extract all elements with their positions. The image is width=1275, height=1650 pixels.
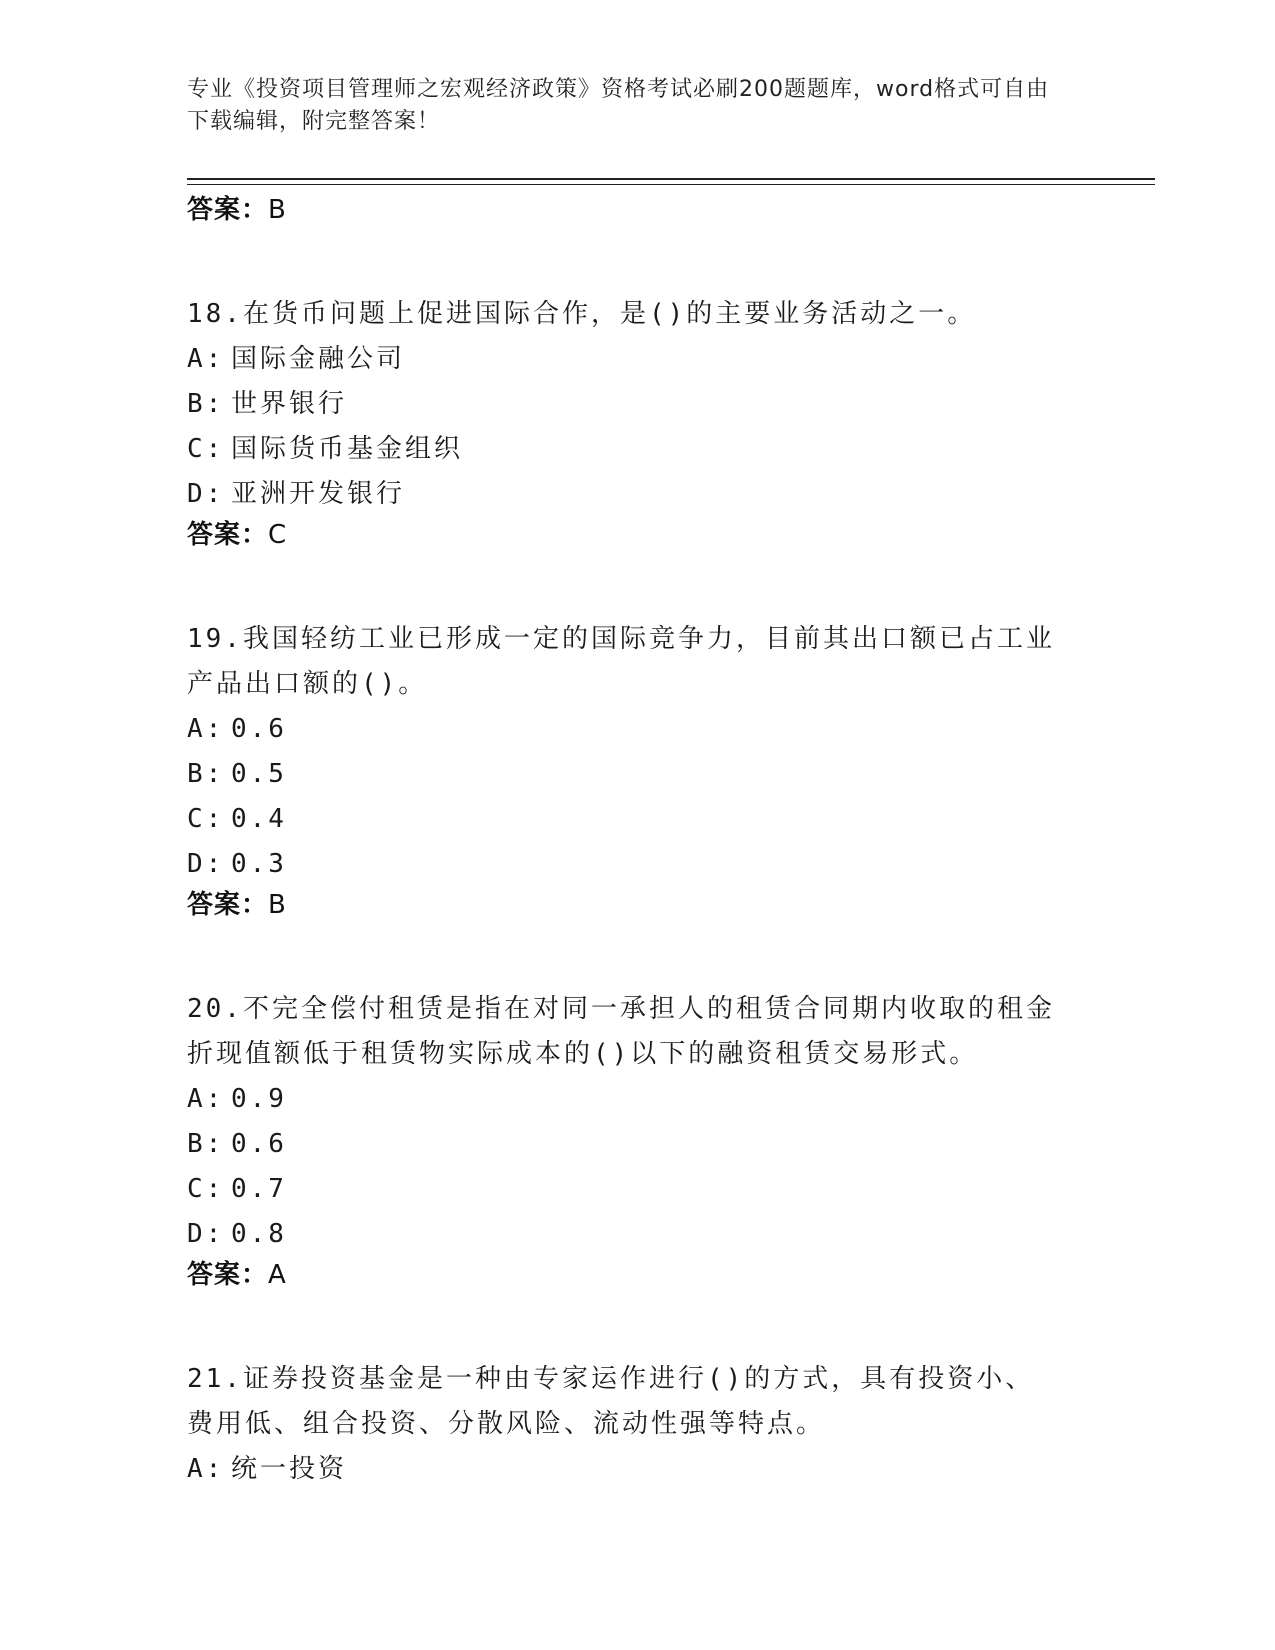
option-key: B: — [187, 1129, 225, 1159]
option-text: 0.4 — [231, 804, 287, 834]
document-body — [187, 192, 1087, 1492]
answer-separator: ： — [241, 195, 269, 225]
answer-label: 答案 — [187, 890, 242, 920]
option-text: 国际金融公司 — [231, 344, 406, 374]
answer-value: C — [268, 520, 288, 550]
answer-separator: ： — [241, 1260, 269, 1290]
question-21 — [187, 1357, 1087, 1492]
option-d — [187, 472, 1087, 517]
option-key: B: — [187, 389, 225, 419]
answer-value: A — [268, 1260, 287, 1290]
answer-separator: ： — [241, 520, 269, 550]
option-text: 0.6 — [231, 1129, 287, 1159]
option-key: D: — [187, 1219, 225, 1249]
option-text: 0.5 — [231, 759, 287, 789]
question-text: 21.证券投资基金是一种由专家运作进行()的方式，具有投资小、费用低、组合投资、分散风险、流动性强等特点。 — [187, 1364, 1035, 1439]
option-text: 国际货币基金组织 — [231, 434, 464, 464]
answer-value: B — [268, 195, 287, 225]
answer-line — [187, 192, 1087, 228]
question-18 — [187, 292, 1087, 553]
answer-label: 答案 — [187, 1260, 242, 1290]
option-b — [187, 382, 1087, 427]
option-text: 统一投资 — [231, 1454, 348, 1484]
answer-label: 答案 — [187, 195, 242, 225]
option-key: D: — [187, 479, 225, 509]
option-text: 世界银行 — [231, 389, 348, 419]
option-c — [187, 427, 1087, 472]
answer-line — [187, 887, 1087, 923]
option-key: C: — [187, 1174, 225, 1204]
question-text: 20.不完全偿付租赁是指在对同一承担人的租赁合同期内收取的租金折现值额低于租赁物实际成本的()以下的融资租赁交易形式。 — [187, 994, 1055, 1069]
option-key: D: — [187, 849, 225, 879]
option-text: 0.9 — [231, 1084, 287, 1114]
option-key: C: — [187, 804, 225, 834]
option-a — [187, 707, 1087, 752]
option-b — [187, 752, 1087, 797]
answer-value: B — [268, 890, 287, 920]
option-key: B: — [187, 759, 225, 789]
option-a — [187, 337, 1087, 382]
question-20 — [187, 987, 1087, 1293]
option-key: A: — [187, 714, 225, 744]
option-text: 0.7 — [231, 1174, 287, 1204]
option-c — [187, 797, 1087, 842]
option-key: A: — [187, 1454, 225, 1484]
header-rule — [187, 178, 1155, 180]
option-text: 0.6 — [231, 714, 287, 744]
option-key: A: — [187, 1084, 225, 1114]
question-text: 18.在货币问题上促进国际合作，是()的主要业务活动之一。 — [187, 299, 977, 329]
answer-label: 答案 — [187, 520, 242, 550]
question-text: 19.我国轻纺工业已形成一定的国际竞争力，目前其出口额已占工业产品出口额的()。 — [187, 624, 1055, 699]
option-a — [187, 1447, 1087, 1492]
option-d — [187, 1212, 1087, 1257]
option-d — [187, 842, 1087, 887]
header-rule-thin — [187, 184, 1155, 185]
option-text: 0.8 — [231, 1219, 287, 1249]
option-b — [187, 1122, 1087, 1167]
question-19 — [187, 617, 1087, 923]
answer-line — [187, 1257, 1087, 1293]
page-header: 专业《投资项目管理师之宏观经济政策》资格考试必刷200题题库，word格式可自由下载编辑，附完整答案！ — [187, 77, 1050, 134]
option-a — [187, 1077, 1087, 1122]
option-text: 0.3 — [231, 849, 287, 879]
option-text: 亚洲开发银行 — [231, 479, 406, 509]
answer-line — [187, 517, 1087, 553]
option-key: C: — [187, 434, 225, 464]
answer-separator: ： — [241, 890, 269, 920]
option-c — [187, 1167, 1087, 1212]
option-key: A: — [187, 344, 225, 374]
